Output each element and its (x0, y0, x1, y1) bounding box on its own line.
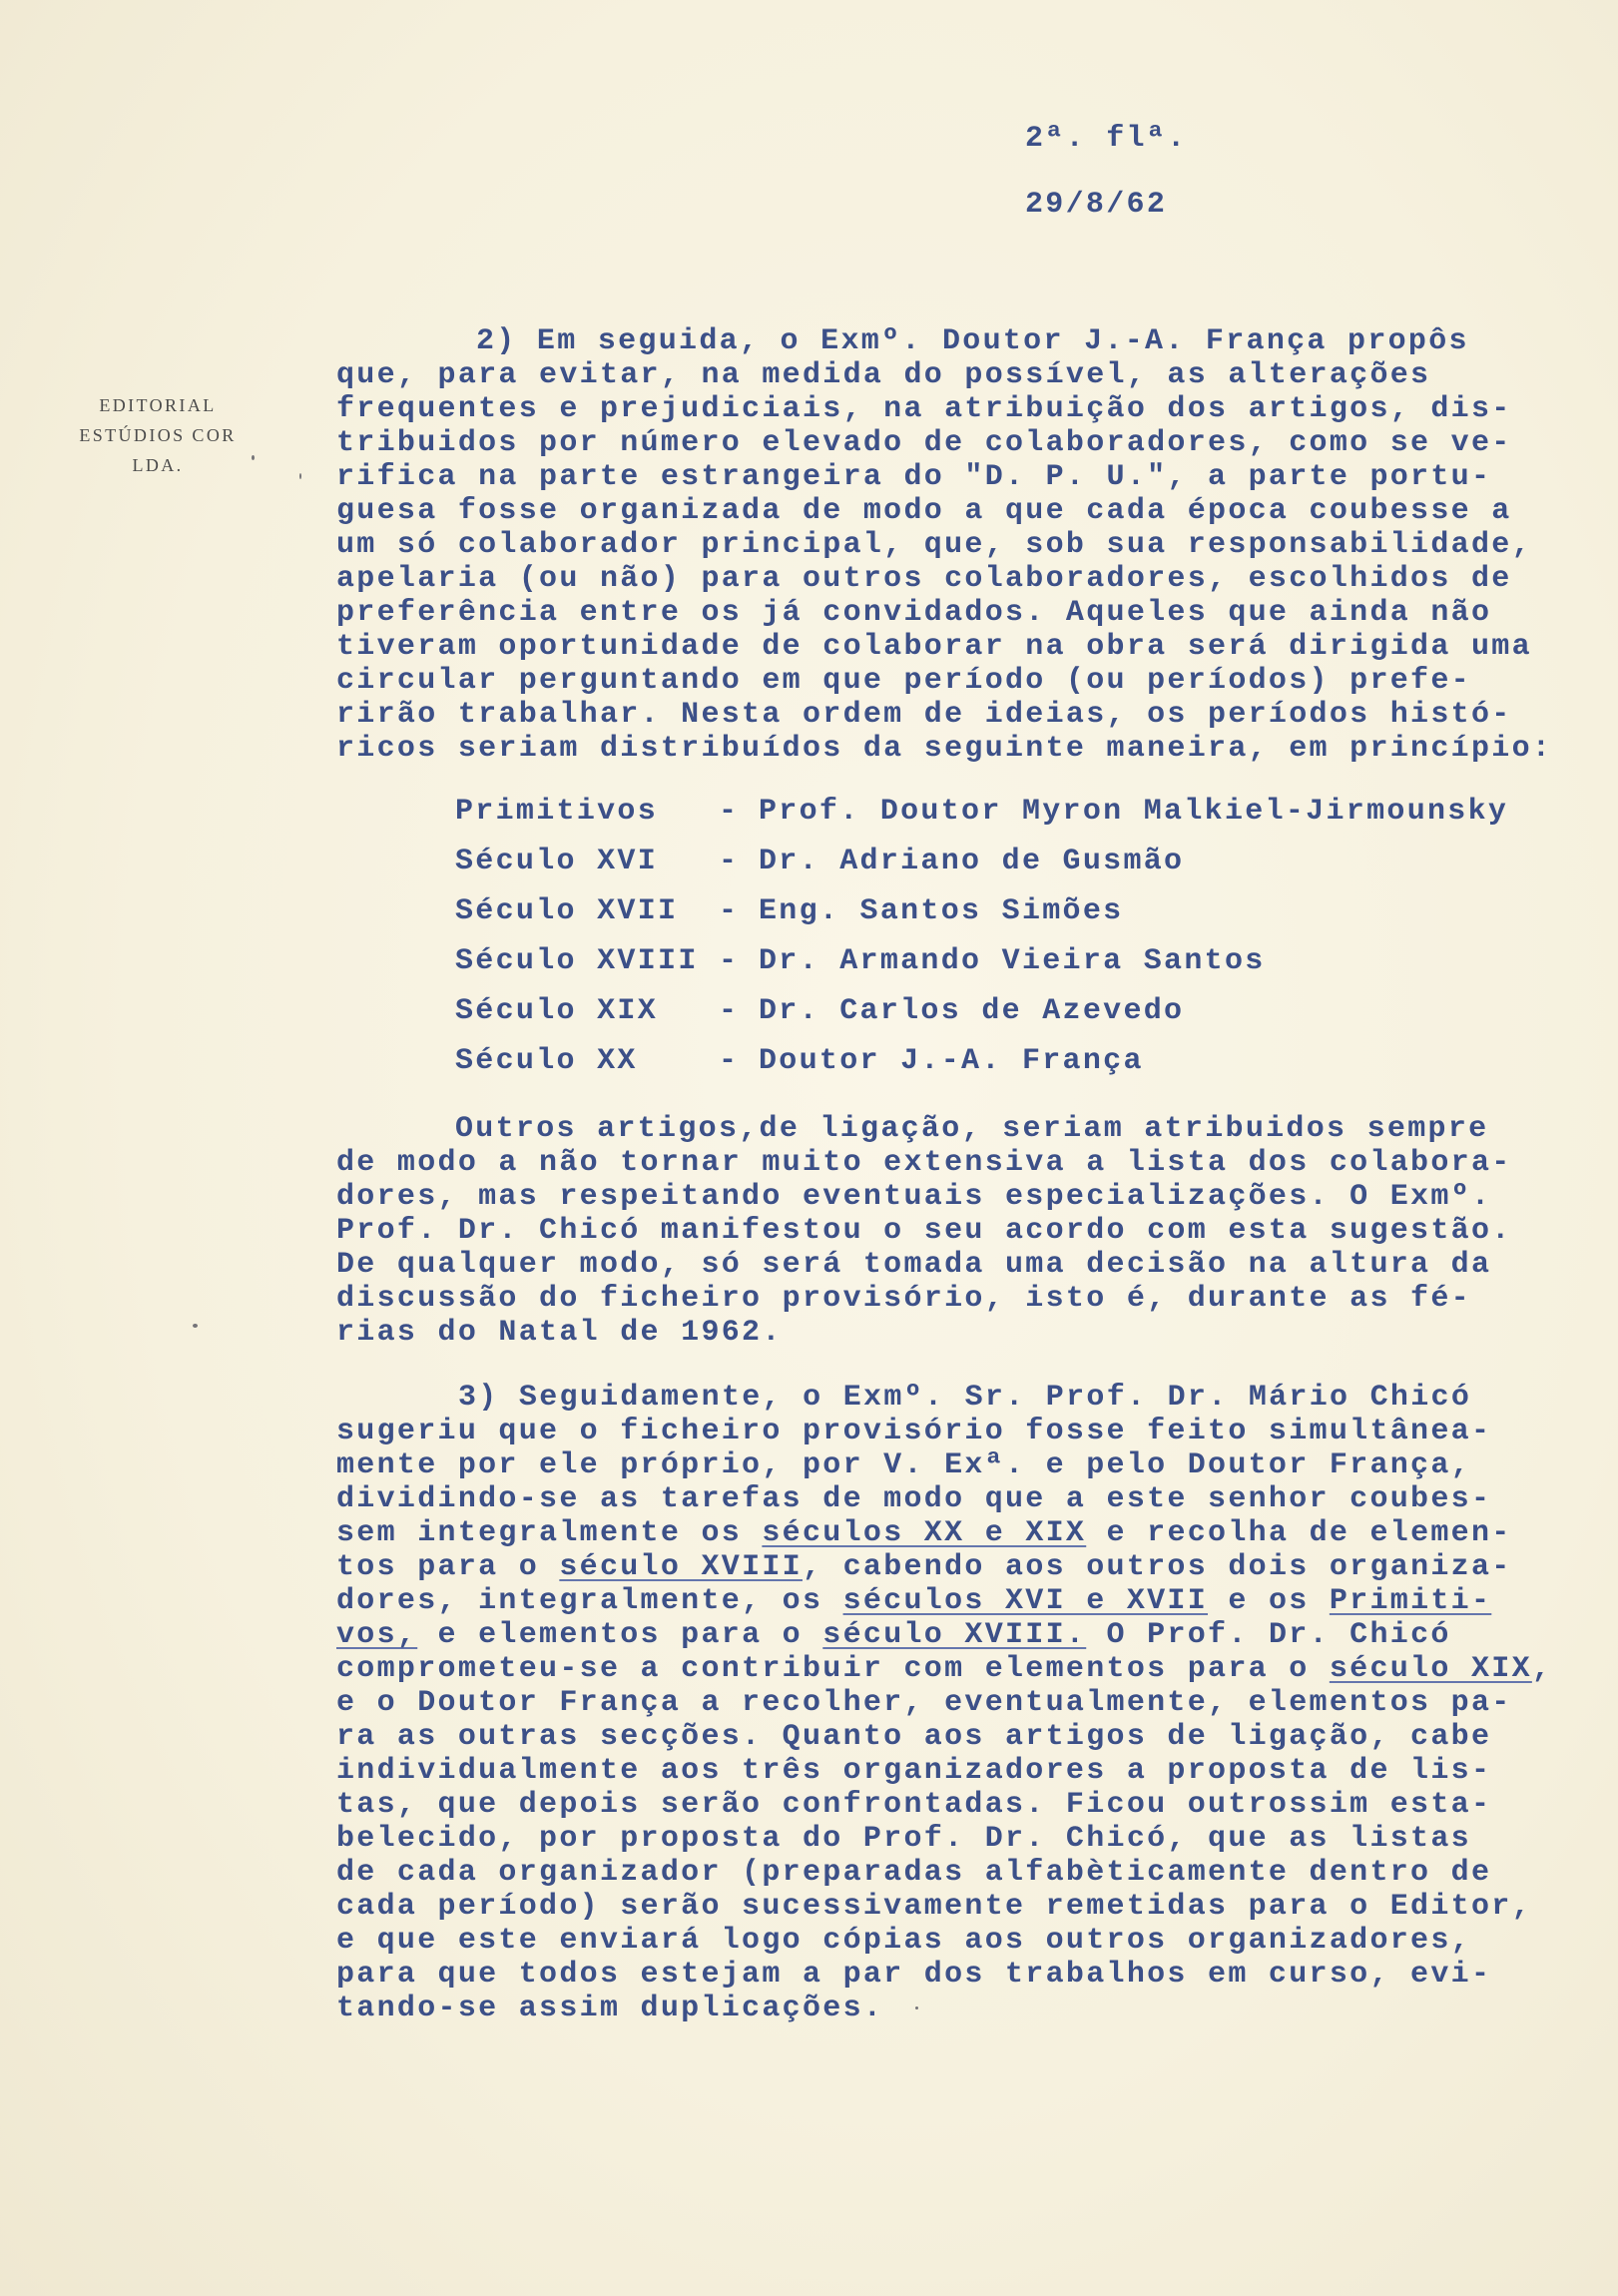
assignment-name: Doutor J.-A. França (759, 1044, 1144, 1078)
stamp-line: LDA. (132, 455, 184, 475)
text-line (336, 1214, 1512, 1248)
text-line (336, 1550, 1552, 1584)
text-line (336, 1822, 1552, 1856)
text-line (336, 358, 1552, 392)
assignment-row (455, 894, 1553, 928)
text-line (336, 1958, 1552, 1992)
assignment-period: Século XVIII (455, 944, 699, 978)
text-line (336, 426, 1552, 460)
underlined-text: séculos XX e XIX (762, 1516, 1087, 1550)
document-date: 29/8/62 (1025, 188, 1168, 222)
text-line (336, 732, 1552, 766)
assignment-row (455, 944, 1553, 978)
line-text: rias do Natal de 1962. (336, 1316, 783, 1350)
line-text: individualmente aos três organizadores a proposta de lis- (336, 1754, 1492, 1788)
line-text: de modo a não tornar muito extensiva a lista dos colabora- (336, 1146, 1512, 1180)
text-line (336, 1516, 1552, 1550)
line-text: , cabendo aos outros dois organiza- (802, 1550, 1512, 1584)
text-line (336, 1584, 1552, 1618)
paragraph-section-2 (336, 324, 1552, 766)
line-text: 3) Seguidamente, o Exmº. Sr. Prof. Dr. Mário Chicó (458, 1381, 1472, 1415)
stamp-line: ESTÚDIOS COR (79, 425, 237, 445)
line-text: , (1531, 1652, 1553, 1686)
line-text: sugeriu que o ficheiro provisório fosse feito simultânea- (336, 1415, 1492, 1448)
ink-mark (193, 1324, 198, 1328)
line-text: discussão do ficheiro provisório, isto é, durante as fé- (336, 1282, 1471, 1316)
text-line (336, 1282, 1512, 1316)
text-line (336, 664, 1552, 698)
line-text: Outros artigos,de ligação, seriam atribuidos sempre (455, 1112, 1489, 1146)
text-line (336, 1652, 1552, 1686)
line-text: apelaria (ou não) para outros colaboradores, escolhidos de (336, 562, 1512, 596)
line-text: tribuidos por número elevado de colaboradores, como se ve- (336, 426, 1512, 460)
text-line (336, 1248, 1512, 1282)
line-text: ricos seriam distribuídos da seguinte maneira, em princípio: (336, 732, 1553, 766)
assignment-dash: - (719, 944, 740, 978)
line-text: e recolha de elemen- (1086, 1516, 1512, 1550)
assignment-name: Dr. Armando Vieira Santos (759, 944, 1266, 978)
paragraph-additional-articles (336, 1112, 1512, 1350)
text-line (336, 1146, 1512, 1180)
line-text: dores, integralmente, os (336, 1584, 843, 1618)
stamp-line: EDITORIAL (99, 395, 217, 415)
assignment-period: Primitivos (455, 795, 659, 829)
text-line (336, 1482, 1552, 1516)
line-text: belecido, por proposta do Prof. Dr. Chicó, que as listas (336, 1822, 1471, 1856)
text-line (336, 1856, 1552, 1890)
text-line (336, 630, 1552, 664)
text-line (336, 1381, 1552, 1415)
text-line (336, 1112, 1512, 1146)
line-text: tas, que depois serão confrontadas. Ficou outrossim esta- (336, 1788, 1492, 1822)
line-text: de cada organizador (preparadas alfabèticamente dentro de (336, 1856, 1492, 1890)
underlined-text: século XIX (1329, 1652, 1532, 1686)
underlined-text: séculos XVI e XVII (842, 1584, 1209, 1618)
assignment-row (455, 795, 1553, 829)
line-text: Prof. Dr. Chicó manifestou o seu acordo com esta sugestão. (336, 1214, 1512, 1248)
text-line (336, 1180, 1512, 1214)
assignment-name: Prof. Doutor Myron Malkiel-Jirmounsky (759, 795, 1509, 829)
text-line (336, 1992, 1552, 2025)
line-text: cada período) serão sucessivamente remetidas para o Editor, (336, 1890, 1532, 1924)
assignment-period: Século XVI (455, 845, 659, 878)
line-text: rifica na parte estrangeira do "D. P. U.", a parte portu- (336, 460, 1492, 494)
assignment-row (455, 845, 1553, 878)
assignment-name: Eng. Santos Simões (759, 894, 1124, 928)
underlined-text: vos, (336, 1618, 418, 1652)
line-text: ra as outras secções. Quanto aos artigos de ligação, cabe (336, 1720, 1492, 1754)
assignment-name: Dr. Adriano de Gusmão (759, 845, 1185, 878)
assignment-name: Dr. Carlos de Azevedo (759, 994, 1185, 1028)
text-line (336, 392, 1552, 426)
line-text: e elementos para o (417, 1618, 823, 1652)
assignment-dash: - (719, 845, 740, 878)
assignment-period: Século XIX (455, 994, 659, 1028)
line-text: De qualquer modo, só será tomada uma decisão na altura da (336, 1248, 1492, 1282)
assignment-dash: - (719, 1044, 740, 1078)
text-line (336, 460, 1552, 494)
line-text: que, para evitar, na medida do possível, as alterações (336, 358, 1431, 392)
line-text: dores, mas respeitando eventuais especializações. O Exmº. (336, 1180, 1492, 1214)
line-text: O Prof. Dr. Chicó (1086, 1618, 1451, 1652)
ink-mark (299, 473, 301, 479)
line-text: dividindo-se as tarefas de modo que a este senhor coubes- (336, 1482, 1492, 1516)
line-text: preferência entre os já convidados. Aqueles que ainda não (336, 596, 1492, 630)
line-text: circular perguntando em que período (ou períodos) prefe- (336, 664, 1471, 698)
text-line (336, 528, 1552, 562)
text-line (336, 698, 1552, 732)
underlined-text: século XVIII (559, 1550, 803, 1584)
underlined-text: século XVIII. (822, 1618, 1087, 1652)
text-line (336, 1415, 1552, 1448)
line-text: rirão trabalhar. Nesta ordem de ideias, os períodos histó- (336, 698, 1512, 732)
assignment-dash: - (719, 994, 740, 1028)
paragraph-section-3 (336, 1381, 1552, 2025)
line-text: sem integralmente os (336, 1516, 763, 1550)
assignment-row (455, 1044, 1553, 1078)
text-line (336, 1316, 1512, 1350)
assignment-period: Século XX (455, 1044, 638, 1078)
line-text: um só colaborador principal, que, sob sua responsabilidade, (336, 528, 1532, 562)
text-line (336, 324, 1552, 358)
assignment-list (455, 795, 1553, 1094)
text-line (336, 1924, 1552, 1958)
line-text: e os (1208, 1584, 1330, 1618)
line-text: tos para o (336, 1550, 560, 1584)
sheet-number: 2ª. flª. (1025, 122, 1188, 156)
line-text: guesa fosse organizada de modo a que cada época coubesse a (336, 494, 1512, 528)
ink-mark (252, 455, 255, 460)
text-line (336, 1448, 1552, 1482)
line-text: e que este enviará logo cópias aos outros organizadores, (336, 1924, 1471, 1958)
line-text: tando-se assim duplicações. (336, 1992, 884, 2025)
line-text: frequentes e prejudiciais, na atribuição dos artigos, dis- (336, 392, 1512, 426)
underlined-text: Primiti- (1329, 1584, 1492, 1618)
text-line (336, 1686, 1552, 1720)
line-text: 2) Em seguida, o Exmº. Doutor J.-A. França propôs (476, 324, 1469, 358)
line-text: mente por ele próprio, por V. Exª. e pelo Doutor França, (336, 1448, 1471, 1482)
text-line (336, 1720, 1552, 1754)
text-line (336, 562, 1552, 596)
line-text: tiveram oportunidade de colaborar na obra será dirigida uma (336, 630, 1532, 664)
assignment-period: Século XVII (455, 894, 679, 928)
text-line (336, 596, 1552, 630)
line-text: comprometeu-se a contribuir com elementos para o (336, 1652, 1330, 1686)
line-text: para que todos estejam a par dos trabalhos em curso, evi- (336, 1958, 1492, 1992)
text-line (336, 494, 1552, 528)
assignment-dash: - (719, 894, 740, 928)
text-line (336, 1754, 1552, 1788)
publisher-stamp (48, 390, 268, 480)
line-text: e o Doutor França a recolher, eventualmente, elementos pa- (336, 1686, 1512, 1720)
text-line (336, 1788, 1552, 1822)
assignment-dash: - (719, 795, 740, 829)
text-line (336, 1618, 1552, 1652)
text-line (336, 1890, 1552, 1924)
assignment-row (455, 994, 1553, 1028)
